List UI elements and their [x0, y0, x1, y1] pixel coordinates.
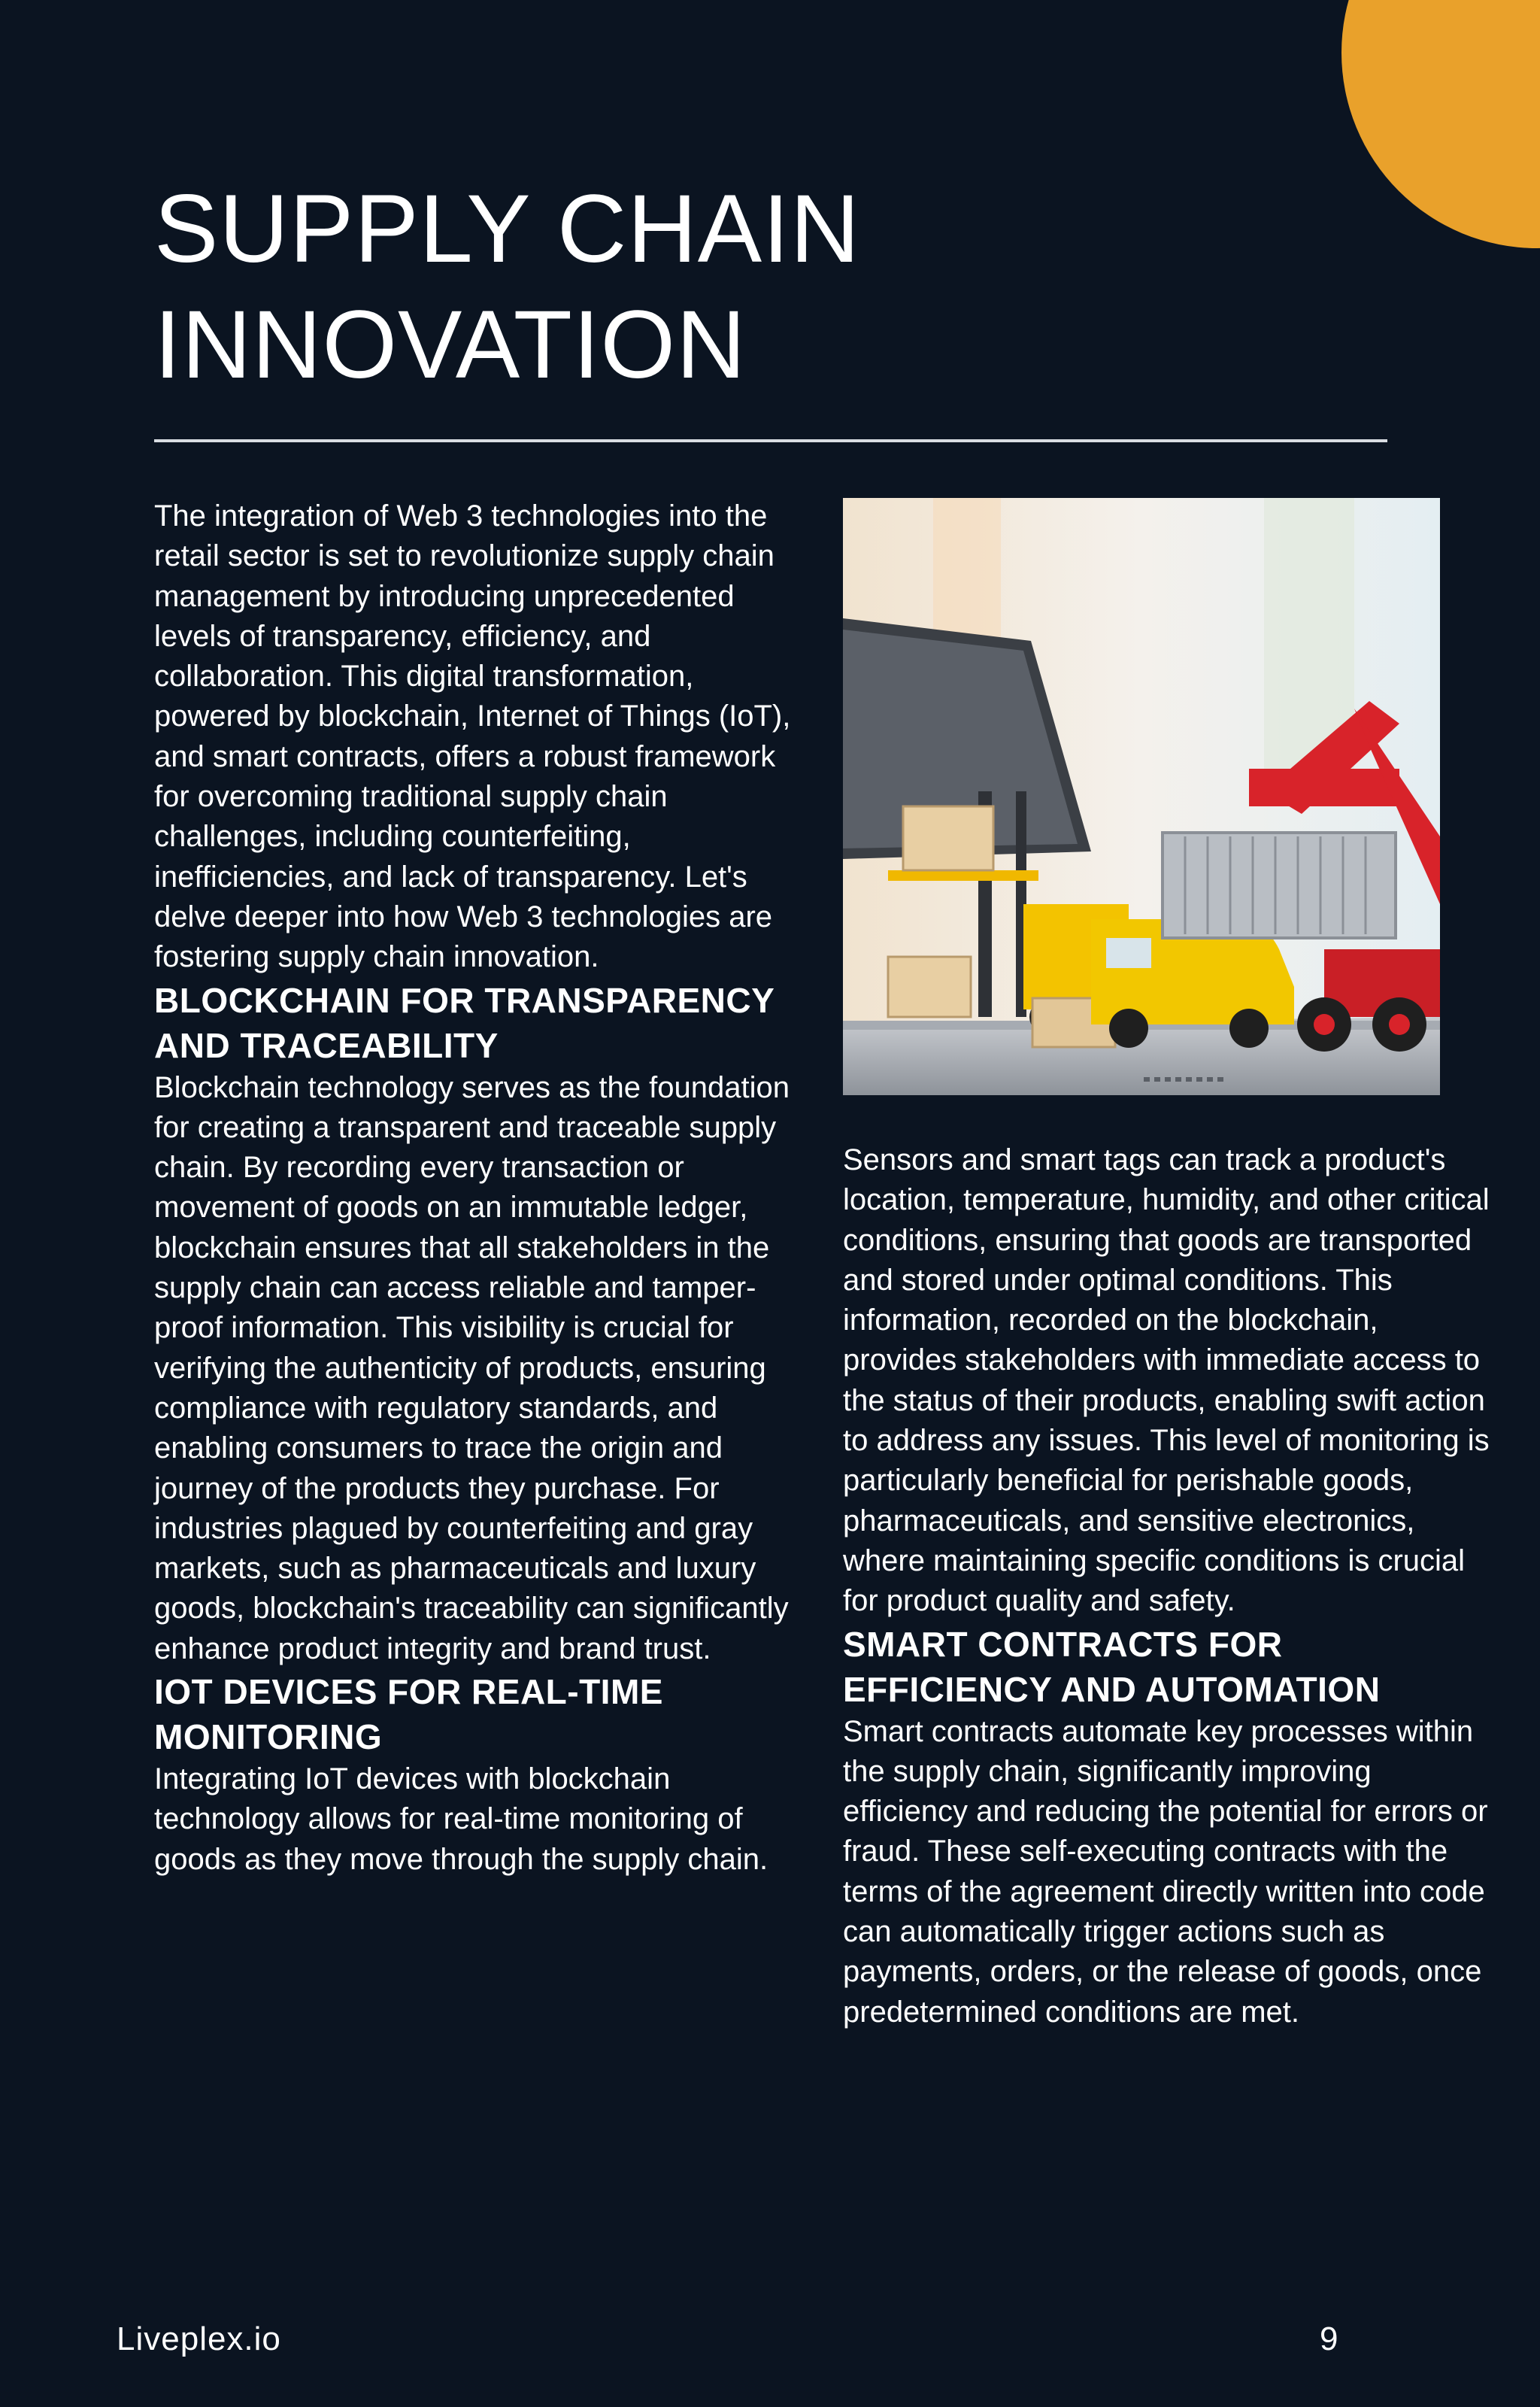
section-heading-blockchain: BLOCKCHAIN FOR TRANSPARENCY AND TRACEABILITY	[154, 980, 775, 1065]
left-column	[154, 496, 808, 1880]
page-title: SUPPLY CHAIN INNOVATION	[154, 175, 861, 399]
footer-brand: Liveplex.io	[117, 2320, 281, 2357]
section-heading-iot: IOT DEVICES FOR REAL-TIME MONITORING	[154, 1672, 663, 1757]
section-body-iot-continued: Sensors and smart tags can track a product's location, temperature, humidity, and other critical conditions, ensuring that goods are transported and stored under optimal conditions. This information, recorded on the blockchain, provides stakeholders with immediate access to the status of their products, enabling swift action to address any issues. This level of monitoring is particularly beneficial for perishable goods, pharmaceuticals, and sensitive electronics, where maintaining specific conditions is crucial for product quality and safety.	[843, 1143, 1490, 1618]
title-divider	[154, 439, 1387, 442]
decorative-accent-circle	[1341, 0, 1540, 248]
section-body-blockchain: Blockchain technology serves as the foundation for creating a transparent and traceable supply chain. By recording every transaction or movement of goods on an immutable ledger, blockchain ensures that all stakeholders in the supply chain can access reliable and tamper-proof information. This visibility is crucial for verifying the authenticity of products, ensuring compliance with regulatory standards, and enabling consumers to trace the origin and journey of the products they purchase. For industries plagued by counterfeiting and gray markets, such as pharmaceuticals and luxury goods, blockchain's traceability can significantly enhance product integrity and brand trust.	[154, 1070, 790, 1665]
intro-paragraph: The integration of Web 3 technologies into the retail sector is set to revolutionize supply chain management by introducing unprecedented levels of transparency, efficiency, and collaboration. This digital transformation, powered by blockchain, Internet of Things (IoT), and smart contracts, offers a robust framework for overcoming traditional supply chain challenges, including counterfeiting, inefficiencies, and lack of transparency. Let's delve deeper into how Web 3 technologies are fostering supply chain innovation.	[154, 499, 791, 974]
section-body-smart-contracts: Smart contracts automate key processes within the supply chain, significantly improving efficiency and reducing the potential for errors or fraud. These self-executing contracts with the terms of the agreement directly written into code can automatically trigger actions such as payments, orders, or the release of goods, once predetermined conditions are met.	[843, 1714, 1488, 2029]
page-number: 9	[1320, 2320, 1338, 2357]
supply-chain-toy-photo	[843, 498, 1440, 1095]
section-body-iot: Integrating IoT devices with blockchain technology allows for real-time monitoring of goods as they move through the supply chain.	[154, 1762, 768, 1876]
right-column	[843, 1140, 1497, 2032]
section-heading-smart-contracts: SMART CONTRACTS FOR EFFICIENCY AND AUTOMATION	[843, 1624, 1381, 1709]
